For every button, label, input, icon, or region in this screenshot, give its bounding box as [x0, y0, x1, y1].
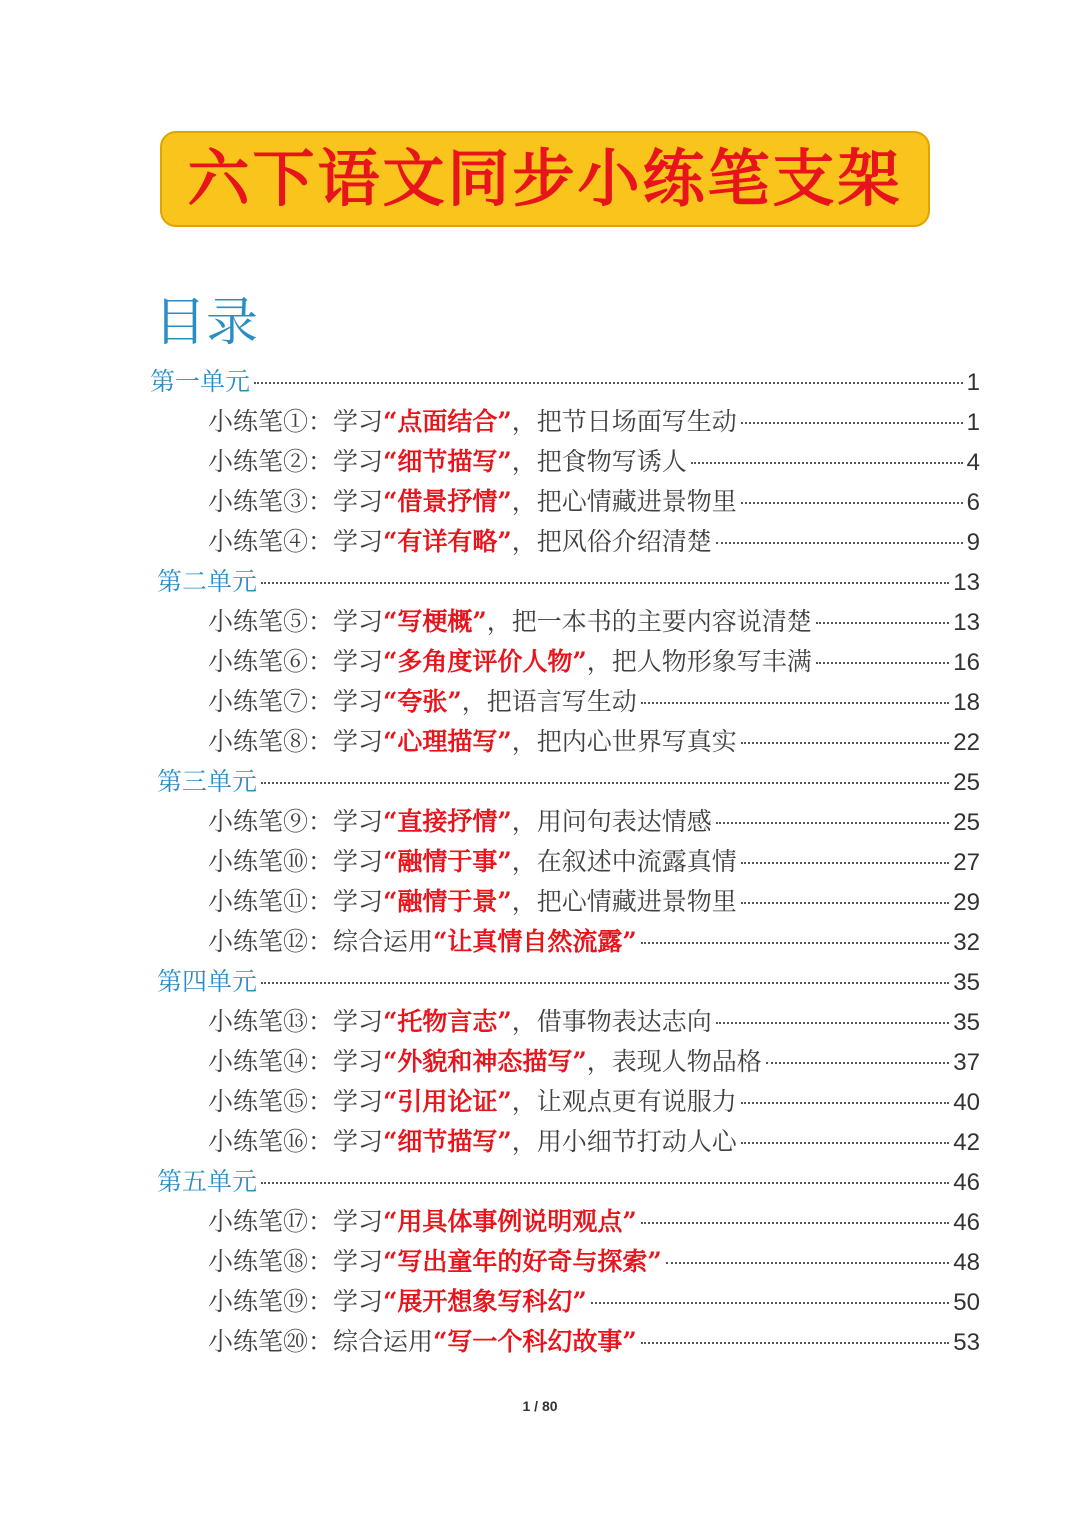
toc-page-number: 16 — [953, 649, 980, 676]
dot-leader — [641, 942, 950, 944]
dot-leader — [666, 1262, 950, 1264]
dot-leader — [261, 982, 949, 984]
toc-page-number: 6 — [966, 489, 980, 516]
toc-entry-prefix: 小练笔⑪：学习 — [208, 887, 384, 916]
toc-entry-suffix: ，把风俗介绍清楚 — [511, 527, 712, 556]
toc-entry-row[interactable] — [208, 802, 980, 842]
toc-page-number: 48 — [953, 1249, 980, 1276]
dot-leader — [716, 1022, 950, 1024]
dot-leader — [591, 1302, 950, 1304]
toc-entry-highlight: “细节描写” — [383, 1127, 512, 1156]
dot-leader — [261, 1182, 949, 1184]
toc-page-number: 46 — [953, 1209, 980, 1236]
toc-unit-label: 第三单元 — [157, 767, 258, 796]
toc-entry-prefix: 小练笔④：学习 — [208, 527, 384, 556]
dot-leader — [816, 622, 950, 624]
toc-page-number: 35 — [953, 1009, 980, 1036]
toc-entry-row[interactable] — [208, 1002, 980, 1042]
toc-entry-row[interactable] — [208, 1202, 980, 1242]
toc-entry-highlight: “借景抒情” — [383, 487, 512, 516]
toc-entry-row[interactable] — [208, 522, 980, 562]
toc-entry-suffix: ，把一本书的主要内容说清楚 — [486, 607, 812, 636]
toc-entry-highlight: “写一个科幻故事” — [433, 1327, 637, 1356]
toc-unit-row[interactable] — [150, 362, 980, 402]
toc-entry-highlight: “融情于事” — [383, 847, 512, 876]
toc-entry-row[interactable] — [208, 642, 980, 682]
dot-leader — [254, 382, 963, 384]
dot-leader — [741, 742, 950, 744]
toc-entry-highlight: “细节描写” — [383, 447, 512, 476]
toc-entry-highlight: “展开想象写科幻” — [383, 1287, 587, 1316]
dot-leader — [261, 582, 949, 584]
toc-entry-prefix: 小练笔⑲：学习 — [208, 1287, 384, 1316]
toc-entry-row[interactable] — [208, 682, 980, 722]
toc-entry-prefix: 小练笔⑩：学习 — [208, 847, 384, 876]
toc-entry-prefix: 小练笔⑰：学习 — [208, 1207, 384, 1236]
toc-entry-suffix: ，把食物写诱人 — [511, 447, 687, 476]
toc-page-number: 46 — [953, 1169, 980, 1196]
toc-page-number: 32 — [953, 929, 980, 956]
toc-unit-row[interactable] — [157, 762, 980, 802]
toc-entry-suffix: ，把内心世界写真实 — [511, 727, 737, 756]
toc-page-number: 1 — [966, 409, 980, 436]
dot-leader — [816, 662, 950, 664]
toc-entry-prefix: 小练笔⑭：学习 — [208, 1047, 384, 1076]
toc-page-number: 27 — [953, 849, 980, 876]
toc-page-number: 40 — [953, 1089, 980, 1116]
dot-leader — [641, 702, 950, 704]
toc-entry-highlight: “点面结合” — [383, 407, 512, 436]
toc-entry-row[interactable] — [208, 1082, 980, 1122]
toc-page-number: 25 — [953, 809, 980, 836]
toc-entry-highlight: “融情于景” — [383, 887, 512, 916]
toc-unit-label: 第五单元 — [157, 1167, 258, 1196]
document-title: 六下语文同步小练笔支架 — [187, 142, 903, 215]
toc-entry-prefix: 小练笔⑱：学习 — [208, 1247, 384, 1276]
toc-entry-highlight: “直接抒情” — [383, 807, 512, 836]
toc-entry-prefix: 小练笔⑨：学习 — [208, 807, 384, 836]
dot-leader — [766, 1062, 950, 1064]
toc-entry-row[interactable] — [208, 842, 980, 882]
toc-entry-suffix: ，把心情藏进景物里 — [511, 887, 737, 916]
toc-entry-highlight: “多角度评价人物” — [383, 647, 587, 676]
toc-entry-highlight: “心理描写” — [383, 727, 512, 756]
toc-entry-prefix: 小练笔⑮：学习 — [208, 1087, 384, 1116]
toc-page-number: 22 — [953, 729, 980, 756]
page-number-footer: 1 / 80 — [522, 1398, 558, 1414]
toc-entry-highlight: “有详有略” — [383, 527, 512, 556]
toc-entry-row[interactable] — [208, 402, 980, 442]
toc-page-number: 53 — [953, 1329, 980, 1356]
dot-leader — [741, 862, 950, 864]
toc-entry-prefix: 小练笔⑳：综合运用 — [208, 1327, 434, 1356]
toc-entry-prefix: 小练笔②：学习 — [208, 447, 384, 476]
toc-page-number: 25 — [953, 769, 980, 796]
dot-leader — [741, 1142, 950, 1144]
toc-page-number: 35 — [953, 969, 980, 996]
toc-entry-suffix: ，把语言写生动 — [461, 687, 637, 716]
toc-entry-row[interactable] — [208, 922, 980, 962]
dot-leader — [716, 542, 963, 544]
toc-entry-row[interactable] — [208, 1042, 980, 1082]
toc-entry-suffix: ，用小细节打动人心 — [511, 1127, 737, 1156]
dot-leader — [741, 502, 963, 504]
toc-entry-row[interactable] — [208, 1122, 980, 1162]
toc-entry-suffix: ，借事物表达志向 — [511, 1007, 712, 1036]
toc-entry-row[interactable] — [208, 882, 980, 922]
toc-entry-highlight: “写出童年的好奇与探索” — [383, 1247, 662, 1276]
toc-entry-prefix: 小练笔①：学习 — [208, 407, 384, 436]
dot-leader — [741, 1102, 950, 1104]
toc-page-number: 4 — [966, 449, 980, 476]
toc-entry-row[interactable] — [208, 722, 980, 762]
toc-entry-suffix: ，用问句表达情感 — [511, 807, 712, 836]
toc-page-number: 29 — [953, 889, 980, 916]
toc-unit-row[interactable] — [157, 1162, 980, 1202]
toc-page-number: 50 — [953, 1289, 980, 1316]
toc-entry-highlight: “让真情自然流露” — [433, 927, 637, 956]
toc-page-number: 9 — [966, 529, 980, 556]
toc-entry-highlight: “托物言志” — [383, 1007, 512, 1036]
dot-leader — [716, 822, 950, 824]
dot-leader — [691, 462, 963, 464]
toc-entry-suffix: ，在叙述中流露真情 — [511, 847, 737, 876]
toc-entry-prefix: 小练笔⑦：学习 — [208, 687, 384, 716]
toc-entry-suffix: ，把节日场面写生动 — [511, 407, 737, 436]
dot-leader — [741, 422, 963, 424]
dot-leader — [741, 902, 950, 904]
toc-entry-row[interactable] — [208, 442, 980, 482]
toc-entry-suffix: ，表现人物品格 — [586, 1047, 762, 1076]
toc-entry-prefix: 小练笔⑫：综合运用 — [208, 927, 434, 956]
toc-entry-prefix: 小练笔⑧：学习 — [208, 727, 384, 756]
dot-leader — [641, 1342, 950, 1344]
dot-leader — [641, 1222, 950, 1224]
toc-unit-label: 第四单元 — [157, 967, 258, 996]
toc-page-number: 13 — [953, 569, 980, 596]
toc-entry-row[interactable] — [208, 1322, 980, 1362]
toc-heading: 目录 — [154, 293, 259, 353]
toc-entry-highlight: “写梗概” — [383, 607, 487, 636]
toc-entry-highlight: “夸张” — [383, 687, 462, 716]
toc-entry-highlight: “用具体事例说明观点” — [383, 1207, 637, 1236]
toc-entry-row[interactable] — [208, 1282, 980, 1322]
toc-unit-row[interactable] — [157, 962, 980, 1002]
toc-entry-prefix: 小练笔⑬：学习 — [208, 1007, 384, 1036]
toc-page-number: 42 — [953, 1129, 980, 1156]
toc-entry-prefix: 小练笔⑯：学习 — [208, 1127, 384, 1156]
toc-entry-suffix: ，把心情藏进景物里 — [511, 487, 737, 516]
toc-entry-suffix: ，让观点更有说服力 — [511, 1087, 737, 1116]
toc-entry-suffix: ，把人物形象写丰满 — [586, 647, 812, 676]
toc-entry-highlight: “引用论证” — [383, 1087, 512, 1116]
toc-entry-row[interactable] — [208, 602, 980, 642]
toc-entry-row[interactable] — [208, 1242, 980, 1282]
toc-unit-label: 第二单元 — [157, 567, 258, 596]
dot-leader — [261, 782, 949, 784]
toc-page-number: 37 — [953, 1049, 980, 1076]
toc-entry-prefix: 小练笔⑤：学习 — [208, 607, 384, 636]
toc-entry-prefix: 小练笔⑥：学习 — [208, 647, 384, 676]
toc-entry-highlight: “外貌和神态描写” — [383, 1047, 587, 1076]
title-banner — [160, 131, 930, 227]
toc-page-number: 18 — [953, 689, 980, 716]
toc-entry-prefix: 小练笔③：学习 — [208, 487, 384, 516]
toc-entry-row[interactable] — [208, 482, 980, 522]
toc-page-number: 13 — [953, 609, 980, 636]
toc-unit-label: 第一单元 — [150, 367, 251, 396]
toc-unit-row[interactable] — [157, 562, 980, 602]
toc-page-number: 1 — [966, 369, 980, 396]
